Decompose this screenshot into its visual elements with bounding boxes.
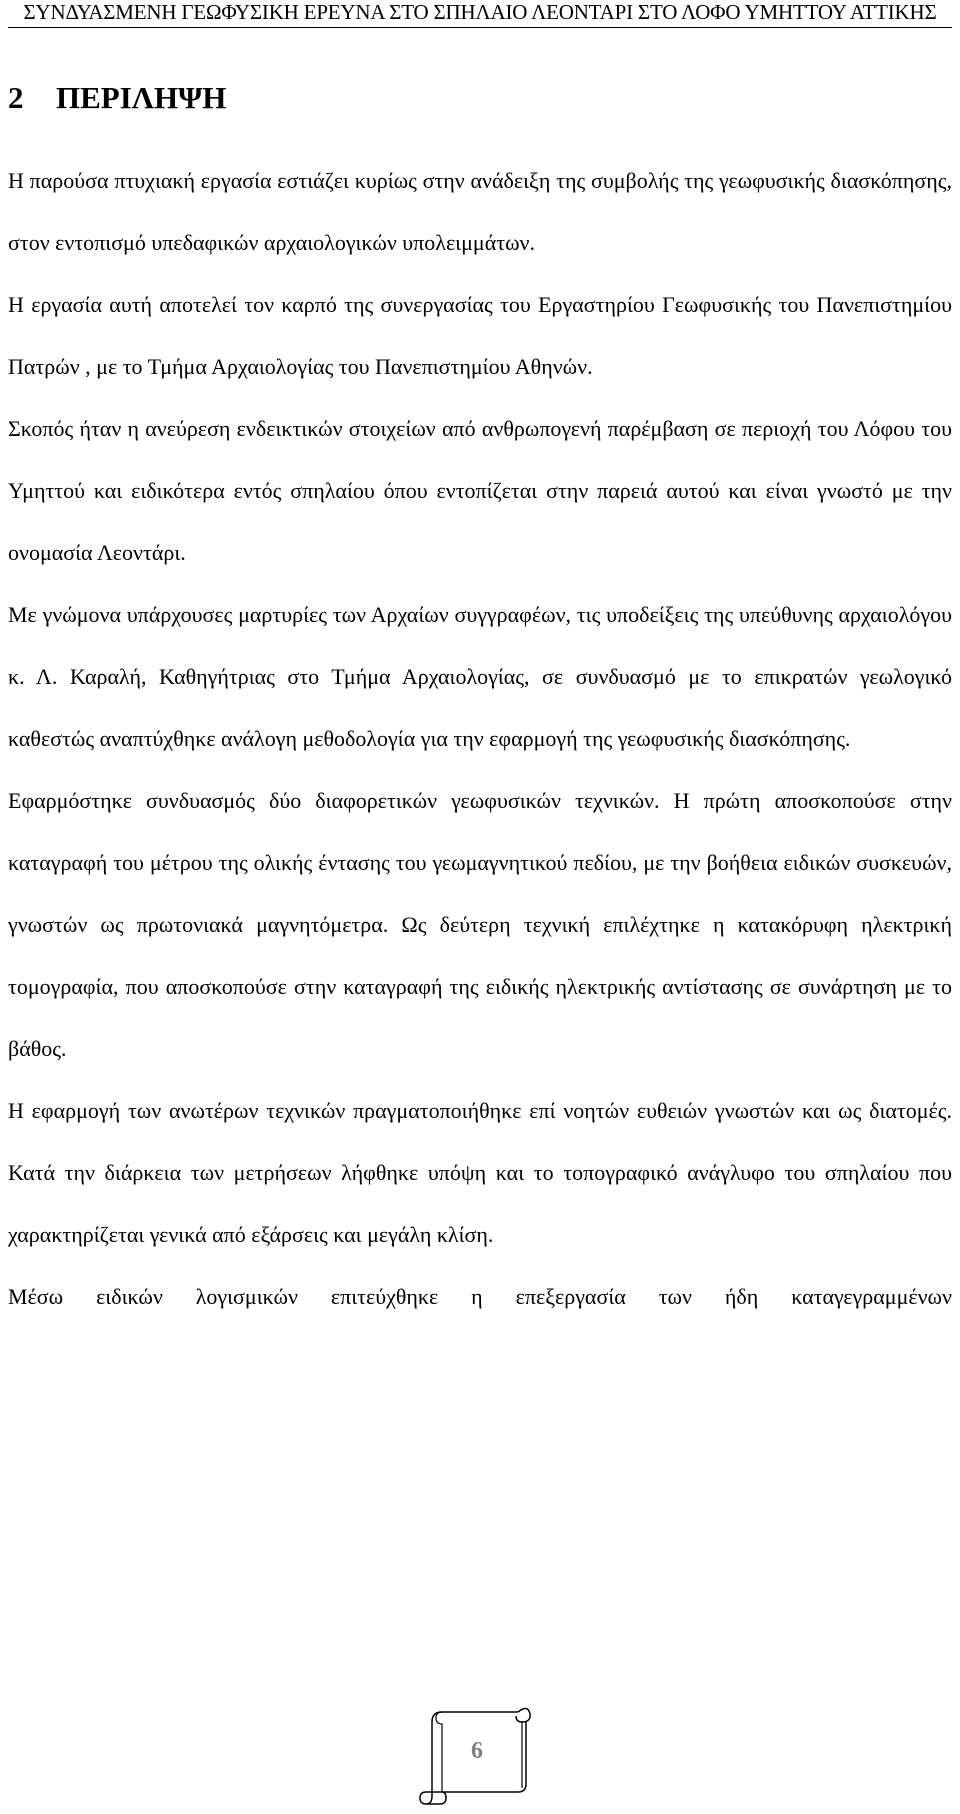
section-number: 2: [8, 80, 24, 115]
paragraph: Η εφαρμογή των ανωτέρων τεχνικών πραγματοποιήθηκε επί νοητών ευθειών γνωστών και ως διατομές. Κατά την διάρκεια των μετρήσεων λήφθηκε υπόψη και το τοπογραφικό ανάγλυφο του σπηλαίου που χαρακτηρίζεται γενικά από εξάρσεις και μεγάλη κλίση.: [8, 1098, 952, 1247]
page-number-scroll: [418, 1700, 536, 1808]
running-header: ΣΥΝΔΥΑΣΜΕΝΗ ΓΕΩΦΥΣΙΚΗ ΕΡΕΥΝΑ ΣΤΟ ΣΠΗΛΑΙΟ ΛΕΟΝΤΑΡΙ ΣΤΟ ΛΟΦΟ ΥΜΗΤΤΟΥ ΑΤΤΙΚΗΣ: [23, 0, 937, 24]
paragraph: Εφαρμόστηκε συνδυασμός δύο διαφορετικών γεωφυσικών τεχνικών. Η πρώτη αποσκοπούσε στην καταγραφή του μέτρου της ολικής έντασης του γεωμαγνητικού πεδίου, με την βοήθεια ειδικών συσκευών, γνωστών ως πρωτονιακά μαγνητόμετρα. Ως δεύτερη τεχνική επιλέχτηκε η κατακόρυφη ηλεκτρική τομογραφία, που αποσκοπούσε στην καταγραφή της ειδικής ηλεκτρικής αντίστασης σε συνάρτηση με το βάθος.: [8, 788, 952, 1061]
abstract-body: [8, 150, 952, 1328]
header-divider: [8, 27, 952, 28]
paragraph: Μέσω ειδικών λογισμικών επιτεύχθηκε η επεξεργασία των ήδη καταγεγραμμένων: [8, 1284, 952, 1309]
section-heading: [8, 78, 226, 118]
paragraph: Η εργασία αυτή αποτελεί τον καρπό της συνεργασίας του Εργαστηρίου Γεωφυσικής του Πανεπιστημίου Πατρών , με το Τμήμα Αρχαιολογίας του Πανεπιστημίου Αθηνών.: [8, 292, 952, 379]
paragraph: Με γνώμονα υπάρχουσες μαρτυρίες των Αρχαίων συγγραφέων, τις υποδείξεις της υπεύθυνης αρχαιολόγου κ. Λ. Καραλή, Καθηγήτριας στο Τμήμα Αρχαιολογίας, σε συνδυασμό με το επικρατών γεωλογικό καθεστώς αναπτύχθηκε ανάλογη μεθοδολογία για την εφαρμογή της γεωφυσικής διασκόπησης.: [8, 602, 952, 751]
section-title: ΠΕΡΙΛΗΨΗ: [56, 80, 227, 115]
page-number: 6: [471, 1738, 483, 1764]
paragraph: Η παρούσα πτυχιακή εργασία εστιάζει κυρίως στην ανάδειξη της συμβολής της γεωφυσικής διασκόπησης, στον εντοπισμό υπεδαφικών αρχαιολογικών υπολειμμάτων.: [8, 168, 952, 255]
paragraph: Σκοπός ήταν η ανεύρεση ενδεικτικών στοιχείων από ανθρωπογενή παρέμβαση σε περιοχή του Λόφου του Υμηττού και ειδικότερα εντός σπηλαίου όπου εντοπίζεται στην παρειά αυτού και είναι γνωστό με την ονομασία Λεοντάρι.: [8, 416, 952, 565]
